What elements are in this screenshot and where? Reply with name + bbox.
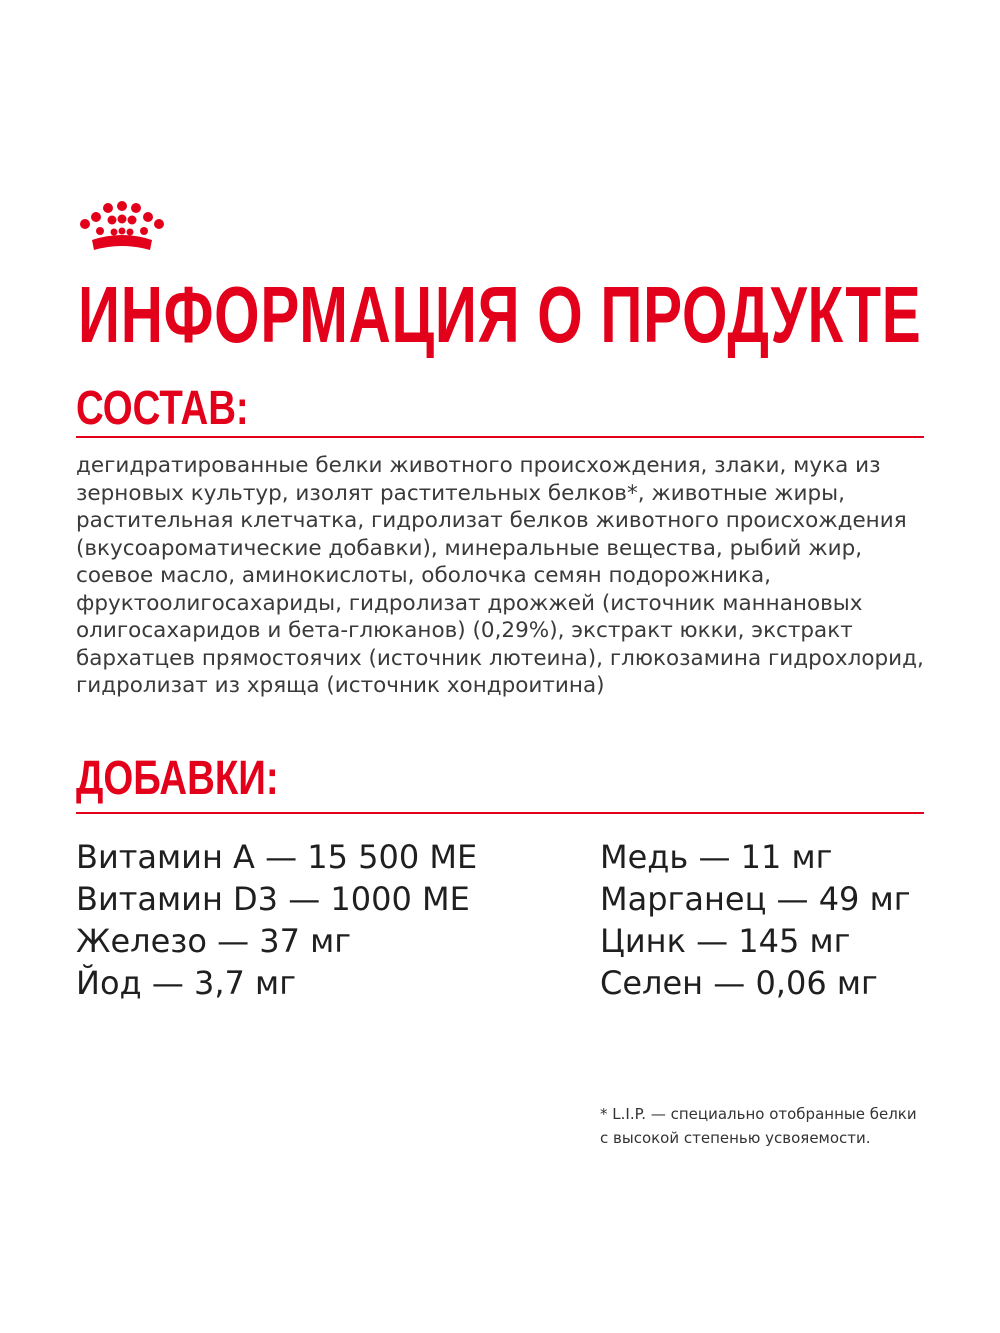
additive-item: Селен — 0,06 мг (600, 964, 878, 1002)
additives-list-left (76, 836, 477, 1004)
additive-item: Витамин D3 — 1000 МЕ (76, 880, 470, 918)
composition-text: дегидратированные белки животного происхождения, злаки, мука из зерновых культур, изолят растительных белков*, животные жиры, растительная клетчатка, гидролизат белков животного происхождения (вкусоароматические добавки), минеральные вещества, рыбий жир, соевое масло, аминокислоты, оболочка семян подорожника, фруктоолигосахариды, гидролизат дрожжей (источник маннановых олигосахаридов и бета-глюканов) (0,29%), экстракт юкки, экстракт бархатцев прямостоячих (источник лютеина), глюкозамина гидрохлорид, гидролизат из хряща (источник хондроитина) (76, 453, 924, 698)
additives-list-right (600, 836, 911, 1004)
additive-item: Витамин А — 15 500 МЕ (76, 838, 478, 876)
additive-item: Марганец — 49 мг (600, 880, 911, 918)
composition-divider (76, 436, 924, 438)
composition-heading: СОСТАВ: (76, 382, 249, 435)
footnote (600, 1102, 960, 1150)
additive-item: Железо — 37 мг (76, 922, 352, 960)
crown-logo-icon (78, 200, 166, 260)
additives-heading: ДОБАВКИ: (76, 752, 279, 805)
additive-item: Цинк — 145 мг (600, 922, 851, 960)
additive-item: Йод — 3,7 мг (76, 964, 296, 1002)
page-title: ИНФОРМАЦИЯ О ПРОДУКТЕ (78, 270, 922, 359)
footnote-line: с высокой степенью усвояемости. (600, 1129, 871, 1147)
additives-divider (76, 812, 924, 814)
footnote-line: * L.I.P. — специально отобранные белки (600, 1105, 917, 1123)
additive-item: Медь — 11 мг (600, 838, 833, 876)
